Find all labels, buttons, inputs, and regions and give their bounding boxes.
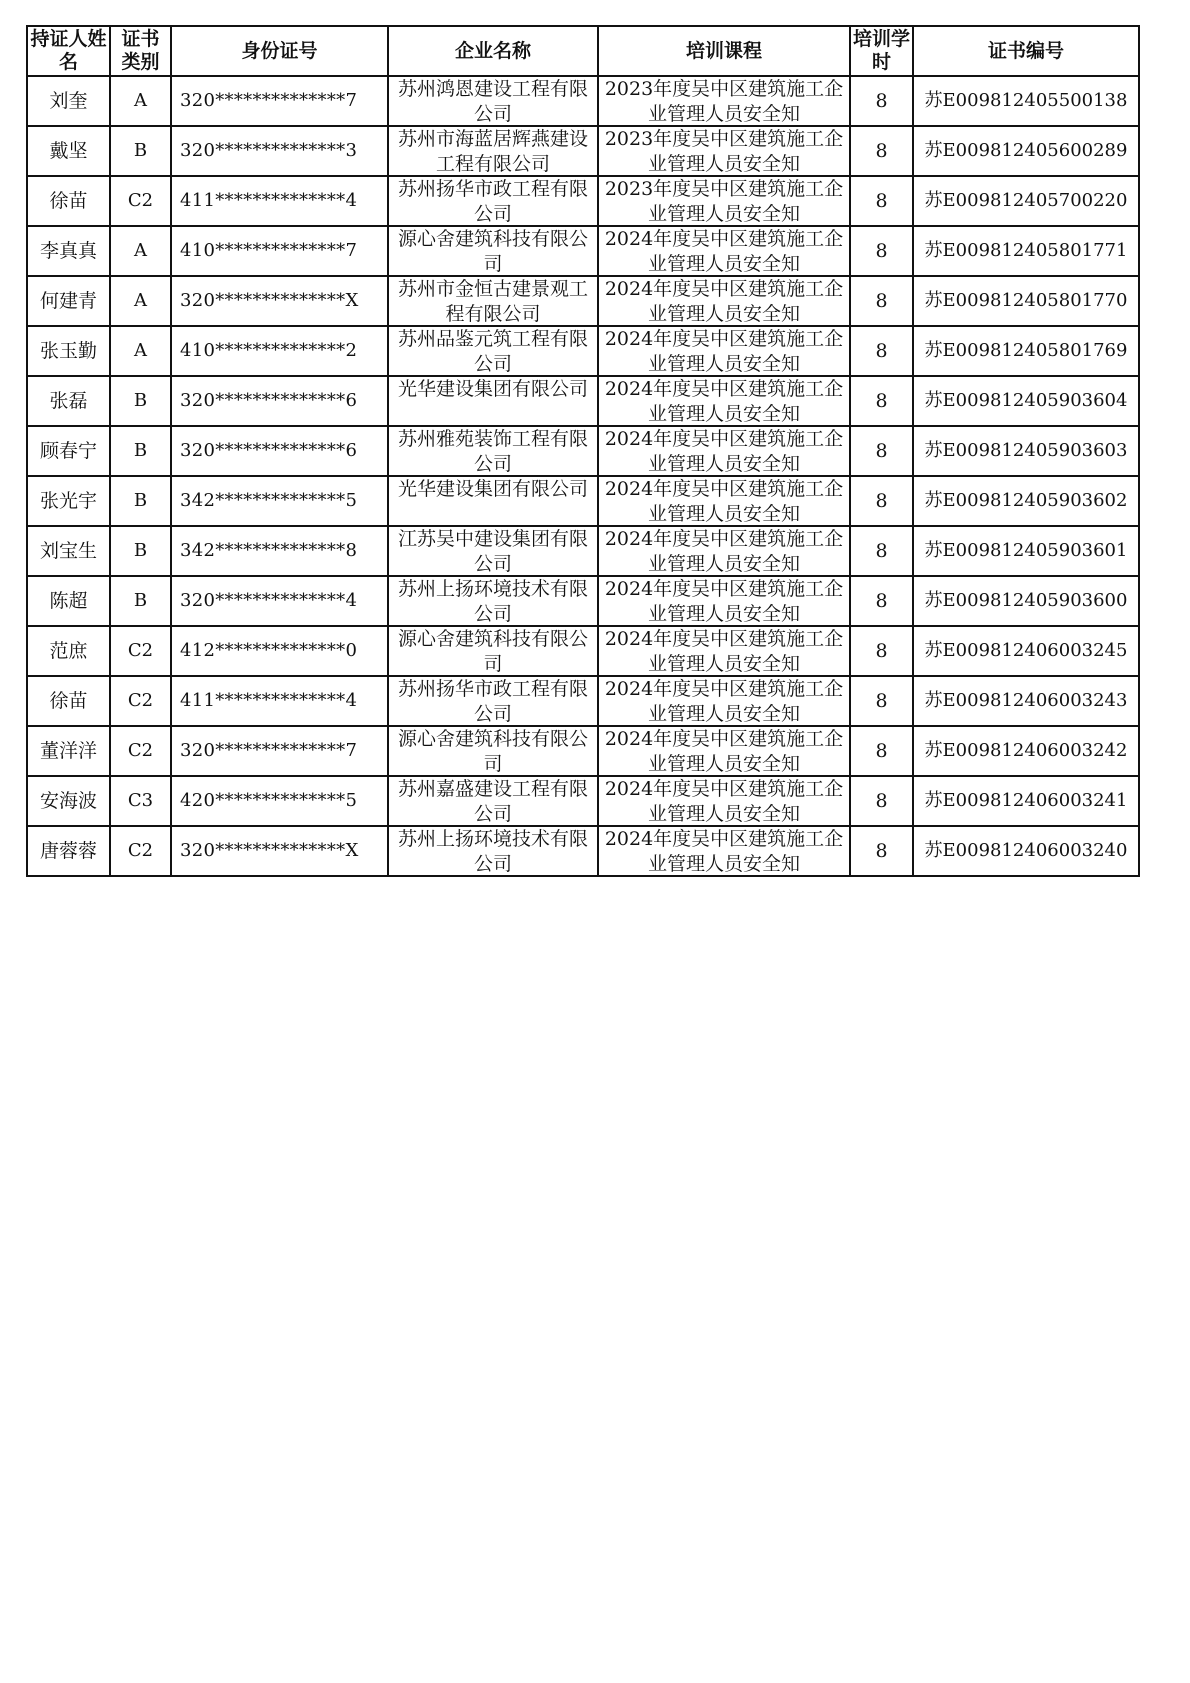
person-name-cell: 范庶 <box>27 626 110 676</box>
table-row <box>27 126 1139 176</box>
id-number-cell: 342**************5 <box>171 476 388 526</box>
company-cell <box>388 326 598 376</box>
cert-no-cell: 苏E009812406003245 <box>913 626 1139 676</box>
company-cell <box>388 126 598 176</box>
table-row <box>27 326 1139 376</box>
hours-cell: 8 <box>850 226 913 276</box>
header-row <box>27 26 1139 76</box>
hours-cell: 8 <box>850 376 913 426</box>
cert-no-cell: 苏E009812405903604 <box>913 376 1139 426</box>
course-cell-text: 2023年度吴中区建筑施工企业管理人员安全知 <box>604 178 844 225</box>
category-cell: B <box>110 576 171 626</box>
person-name-cell: 张光宇 <box>27 476 110 526</box>
person-name-cell: 何建青 <box>27 276 110 326</box>
course-cell-text: 2024年度吴中区建筑施工企业管理人员安全知 <box>604 828 844 875</box>
table-row <box>27 526 1139 576</box>
course-cell-text: 2024年度吴中区建筑施工企业管理人员安全知 <box>604 378 844 425</box>
course-cell <box>598 726 850 776</box>
hours-cell: 8 <box>850 526 913 576</box>
course-cell-text: 2024年度吴中区建筑施工企业管理人员安全知 <box>604 328 844 375</box>
table-row <box>27 276 1139 326</box>
hours-cell: 8 <box>850 576 913 626</box>
company-cell-text: 光华建设集团有限公司 <box>397 478 588 500</box>
category-cell: A <box>110 276 171 326</box>
header-category: 证书类别 <box>110 26 171 76</box>
company-cell <box>388 426 598 476</box>
course-cell-text: 2024年度吴中区建筑施工企业管理人员安全知 <box>604 278 844 325</box>
cert-no-cell: 苏E009812405500138 <box>913 76 1139 126</box>
category-cell: C2 <box>110 726 171 776</box>
course-cell <box>598 276 850 326</box>
category-cell: C2 <box>110 676 171 726</box>
company-cell <box>388 226 598 276</box>
course-cell <box>598 426 850 476</box>
company-cell-text: 苏州品鉴元筑工程有限公司 <box>397 328 588 375</box>
cert-no-cell: 苏E009812406003240 <box>913 826 1139 876</box>
category-cell: B <box>110 426 171 476</box>
id-number-cell: 320**************X <box>171 276 388 326</box>
id-number-cell: 412**************0 <box>171 626 388 676</box>
table-row <box>27 726 1139 776</box>
id-number-cell: 411**************4 <box>171 676 388 726</box>
company-cell-text: 苏州鸿恩建设工程有限公司 <box>397 78 588 125</box>
cert-no-cell: 苏E009812405903602 <box>913 476 1139 526</box>
table-row <box>27 826 1139 876</box>
company-cell <box>388 626 598 676</box>
company-cell <box>388 776 598 826</box>
cert-no-cell: 苏E009812405903600 <box>913 576 1139 626</box>
course-cell <box>598 676 850 726</box>
person-name-cell: 陈超 <box>27 576 110 626</box>
company-cell <box>388 76 598 126</box>
category-cell: C2 <box>110 626 171 676</box>
id-number-cell: 320**************6 <box>171 376 388 426</box>
table-body <box>27 76 1139 876</box>
person-name-cell: 董洋洋 <box>27 726 110 776</box>
header-hours: 培训学时 <box>850 26 913 76</box>
cert-no-cell: 苏E009812405801769 <box>913 326 1139 376</box>
course-cell <box>598 626 850 676</box>
hours-cell: 8 <box>850 626 913 676</box>
person-name-cell: 徐苗 <box>27 176 110 226</box>
category-cell: C2 <box>110 826 171 876</box>
table-row <box>27 376 1139 426</box>
company-cell-text: 源心舍建筑科技有限公司 <box>397 728 588 775</box>
hours-cell: 8 <box>850 426 913 476</box>
hours-cell: 8 <box>850 176 913 226</box>
course-cell <box>598 376 850 426</box>
company-cell-text: 苏州上扬环境技术有限公司 <box>397 828 588 875</box>
company-cell <box>388 826 598 876</box>
course-cell <box>598 76 850 126</box>
table-row <box>27 626 1139 676</box>
category-cell: C3 <box>110 776 171 826</box>
course-cell-text: 2024年度吴中区建筑施工企业管理人员安全知 <box>604 728 844 775</box>
category-cell: A <box>110 326 171 376</box>
company-cell-text: 苏州嘉盛建设工程有限公司 <box>397 778 588 825</box>
hours-cell: 8 <box>850 776 913 826</box>
table-row <box>27 476 1139 526</box>
id-number-cell: 320**************7 <box>171 76 388 126</box>
person-name-cell: 张磊 <box>27 376 110 426</box>
course-cell <box>598 326 850 376</box>
course-cell-text: 2024年度吴中区建筑施工企业管理人员安全知 <box>604 578 844 625</box>
company-cell-text: 苏州扬华市政工程有限公司 <box>397 178 588 225</box>
course-cell <box>598 776 850 826</box>
company-cell-text: 苏州上扬环境技术有限公司 <box>397 578 588 625</box>
hours-cell: 8 <box>850 76 913 126</box>
person-name-cell: 戴坚 <box>27 126 110 176</box>
company-cell-text: 苏州雅苑装饰工程有限公司 <box>397 428 588 475</box>
company-cell <box>388 726 598 776</box>
certificate-table <box>26 25 1140 877</box>
course-cell <box>598 176 850 226</box>
category-cell: A <box>110 226 171 276</box>
person-name-cell: 张玉勤 <box>27 326 110 376</box>
cert-no-cell: 苏E009812406003243 <box>913 676 1139 726</box>
header-course: 培训课程 <box>598 26 850 76</box>
company-cell-text: 光华建设集团有限公司 <box>397 378 588 400</box>
course-cell-text: 2024年度吴中区建筑施工企业管理人员安全知 <box>604 678 844 725</box>
course-cell-text: 2023年度吴中区建筑施工企业管理人员安全知 <box>604 128 844 175</box>
course-cell-text: 2024年度吴中区建筑施工企业管理人员安全知 <box>604 228 844 275</box>
cert-no-cell: 苏E009812405903603 <box>913 426 1139 476</box>
company-cell-text: 苏州扬华市政工程有限公司 <box>397 678 588 725</box>
table-row <box>27 426 1139 476</box>
course-cell <box>598 526 850 576</box>
id-number-cell: 411**************4 <box>171 176 388 226</box>
company-cell <box>388 276 598 326</box>
id-number-cell: 320**************4 <box>171 576 388 626</box>
company-cell <box>388 526 598 576</box>
company-cell <box>388 476 598 526</box>
table-row <box>27 226 1139 276</box>
company-cell-text: 源心舍建筑科技有限公司 <box>397 628 588 675</box>
certificate-sheet <box>26 25 1138 877</box>
person-name-cell: 刘奎 <box>27 76 110 126</box>
header-id-number: 身份证号 <box>171 26 388 76</box>
id-number-cell: 342**************8 <box>171 526 388 576</box>
id-number-cell: 320**************6 <box>171 426 388 476</box>
course-cell <box>598 826 850 876</box>
course-cell <box>598 576 850 626</box>
id-number-cell: 320**************3 <box>171 126 388 176</box>
header-cert-no: 证书编号 <box>913 26 1139 76</box>
person-name-cell: 唐蓉蓉 <box>27 826 110 876</box>
id-number-cell: 410**************2 <box>171 326 388 376</box>
cert-no-cell: 苏E009812405801770 <box>913 276 1139 326</box>
header-company: 企业名称 <box>388 26 598 76</box>
table-row <box>27 776 1139 826</box>
course-cell-text: 2024年度吴中区建筑施工企业管理人员安全知 <box>604 478 844 525</box>
id-number-cell: 410**************7 <box>171 226 388 276</box>
hours-cell: 8 <box>850 476 913 526</box>
hours-cell: 8 <box>850 276 913 326</box>
category-cell: B <box>110 476 171 526</box>
table-row <box>27 676 1139 726</box>
cert-no-cell: 苏E009812406003242 <box>913 726 1139 776</box>
table-row <box>27 576 1139 626</box>
person-name-cell: 顾春宁 <box>27 426 110 476</box>
category-cell: B <box>110 376 171 426</box>
course-cell-text: 2024年度吴中区建筑施工企业管理人员安全知 <box>604 628 844 675</box>
person-name-cell: 安海波 <box>27 776 110 826</box>
category-cell: B <box>110 526 171 576</box>
cert-no-cell: 苏E009812405600289 <box>913 126 1139 176</box>
cert-no-cell: 苏E009812405801771 <box>913 226 1139 276</box>
cert-no-cell: 苏E009812405700220 <box>913 176 1139 226</box>
course-cell <box>598 476 850 526</box>
course-cell <box>598 226 850 276</box>
company-cell-text: 苏州市海蓝居辉燕建设工程有限公司 <box>397 128 588 175</box>
course-cell-text: 2023年度吴中区建筑施工企业管理人员安全知 <box>604 78 844 125</box>
id-number-cell: 320**************7 <box>171 726 388 776</box>
course-cell-text: 2024年度吴中区建筑施工企业管理人员安全知 <box>604 428 844 475</box>
hours-cell: 8 <box>850 826 913 876</box>
company-cell-text: 苏州市金恒古建景观工程有限公司 <box>397 278 588 325</box>
hours-cell: 8 <box>850 676 913 726</box>
company-cell <box>388 676 598 726</box>
person-name-cell: 刘宝生 <box>27 526 110 576</box>
course-cell-text: 2024年度吴中区建筑施工企业管理人员安全知 <box>604 528 844 575</box>
table-row <box>27 176 1139 226</box>
company-cell <box>388 176 598 226</box>
hours-cell: 8 <box>850 326 913 376</box>
person-name-cell: 李真真 <box>27 226 110 276</box>
course-cell-text: 2024年度吴中区建筑施工企业管理人员安全知 <box>604 778 844 825</box>
id-number-cell: 420**************5 <box>171 776 388 826</box>
hours-cell: 8 <box>850 726 913 776</box>
category-cell: B <box>110 126 171 176</box>
category-cell: C2 <box>110 176 171 226</box>
company-cell <box>388 376 598 426</box>
cert-no-cell: 苏E009812405903601 <box>913 526 1139 576</box>
table-row <box>27 76 1139 126</box>
category-cell: A <box>110 76 171 126</box>
company-cell-text: 源心舍建筑科技有限公司 <box>397 228 588 275</box>
company-cell <box>388 576 598 626</box>
company-cell-text: 江苏吴中建设集团有限公司 <box>397 528 588 575</box>
header-name: 持证人姓名 <box>27 26 110 76</box>
course-cell <box>598 126 850 176</box>
cert-no-cell: 苏E009812406003241 <box>913 776 1139 826</box>
person-name-cell: 徐苗 <box>27 676 110 726</box>
hours-cell: 8 <box>850 126 913 176</box>
id-number-cell: 320**************X <box>171 826 388 876</box>
